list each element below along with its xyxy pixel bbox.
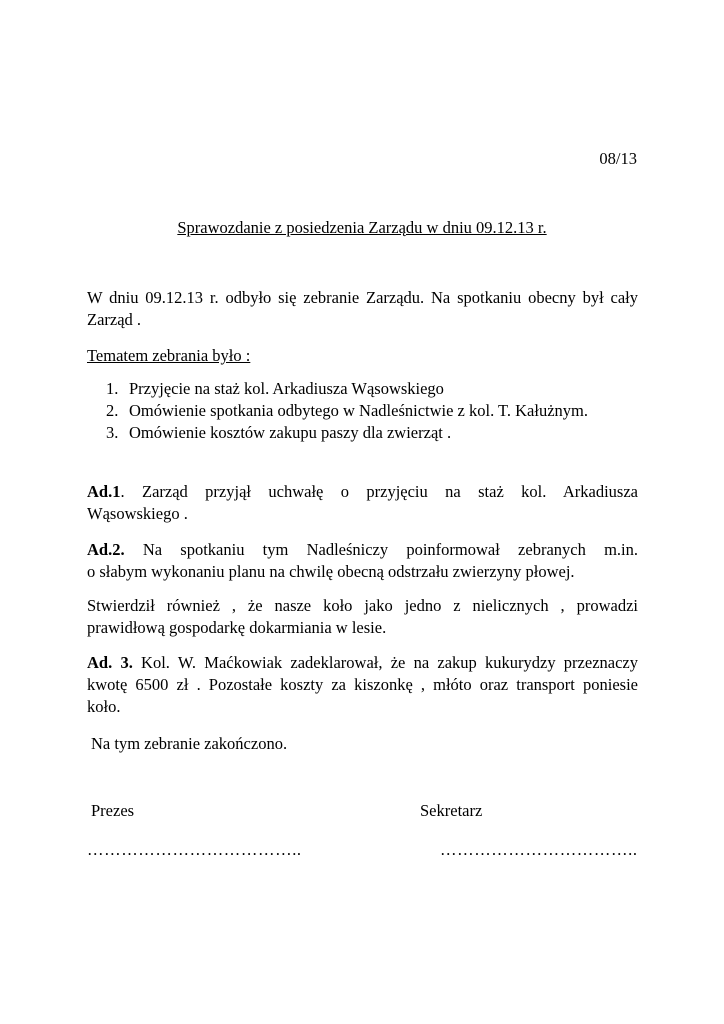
- document-title-text: Sprawozdanie z posiedzenia Zarządu w dniu 09.12.13 r.: [177, 218, 547, 237]
- ad3-text-2: kwotę 6500 zł . Pozostałe koszty za kiszonkę , młóto oraz transport poniesie: [87, 675, 638, 694]
- agenda-item: [106, 422, 646, 444]
- ad3-label: Ad. 3.: [87, 653, 133, 672]
- agenda-item: [106, 400, 646, 422]
- agenda-item: [106, 378, 646, 400]
- ad3-text-3: koło.: [87, 697, 121, 716]
- closing-text: Na tym zebranie zakończono.: [91, 734, 288, 753]
- document-title: [0, 218, 724, 238]
- ad2-line-1: [87, 539, 638, 561]
- ad1-line-1: [87, 481, 638, 503]
- agenda-item-text: Przyjęcie na staż kol. Arkadiusza Wąsowskiego: [129, 379, 444, 398]
- topic-label-text: Tematem zebrania było :: [87, 346, 251, 365]
- signature-line-prezes: ………………………………..: [87, 840, 302, 859]
- ad2-label: Ad.2.: [87, 540, 125, 559]
- agenda-item-number: 1.: [106, 379, 119, 398]
- signature-label-prezes: Prezes: [91, 801, 135, 820]
- signature-label-sekretarz: Sekretarz: [420, 801, 483, 820]
- agenda-item-text: Omówienie spotkania odbytego w Nadleśnictwie z kol. T. Kałużnym.: [129, 401, 588, 420]
- statement-paragraph: [87, 595, 638, 639]
- statement-text-1: Stwierdził również , że nasze koło jako jedno z nielicznych , prowadzi: [87, 596, 638, 615]
- ad3-line-1: [87, 652, 638, 674]
- ad2-text-2: o słabym wykonaniu planu na chwilę obecną odstrzału zwierzyny płowej.: [87, 562, 575, 581]
- agenda-item-number: 3.: [106, 423, 119, 442]
- agenda-item-text: Omówienie kosztów zakupu paszy dla zwierząt .: [129, 423, 452, 442]
- ad2-paragraph: [87, 539, 638, 583]
- document-number: 08/13: [599, 149, 637, 168]
- signature-line-sekretarz: ……………………………..: [440, 840, 638, 859]
- agenda-item-number: 2.: [106, 401, 119, 420]
- ad3-paragraph: [87, 652, 638, 718]
- ad1-text-1: . Zarząd przyjął uchwałę o przyjęciu na staż kol. Arkadiusza: [120, 482, 638, 501]
- ad1-label: Ad.1: [87, 482, 121, 501]
- ad1-paragraph: [87, 481, 638, 525]
- ad1-text-2: Wąsowskiego .: [87, 504, 188, 523]
- ad2-text-1: Na spotkaniu tym Nadleśniczy poinformował zebranych m.in.: [124, 540, 638, 559]
- topic-label: [87, 345, 638, 367]
- statement-text-2: prawidłową gospodarkę dokarmiania w lesie.: [87, 618, 387, 637]
- agenda-list: [106, 378, 646, 444]
- intro-paragraph: W dniu 09.12.13 r. odbyło się zebranie Zarządu. Na spotkaniu obecny był cały Zarząd .: [87, 288, 638, 329]
- ad3-text-1: Kol. W. Maćkowiak zadeklarował, że na zakup kukurydzy przeznaczy: [132, 653, 638, 672]
